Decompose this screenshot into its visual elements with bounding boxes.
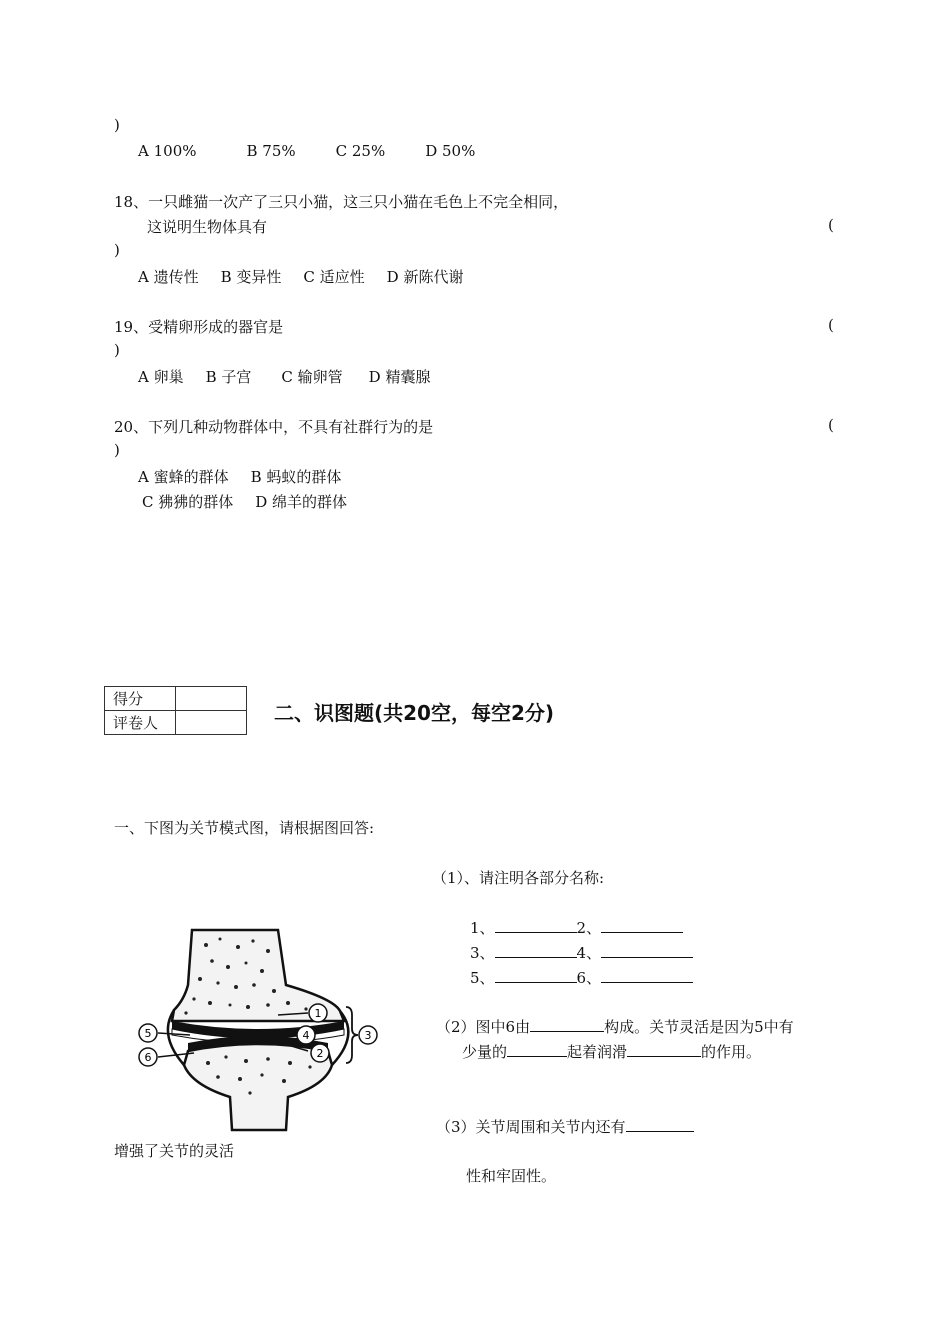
answer-blank-composition[interactable] — [530, 1017, 604, 1032]
q20-option-b: B 蚂蚁的群体 — [250, 468, 342, 486]
q19-stem: 19、受精卵形成的器官是 — [114, 318, 284, 336]
part2-text-b: 构成。关节灵活是因为5中有 — [604, 1018, 794, 1036]
answer-blank-3[interactable] — [495, 943, 577, 958]
score-label: 得分 — [105, 687, 176, 711]
answer-blank-2[interactable] — [601, 918, 683, 933]
answer-row-1-2 — [470, 917, 683, 938]
q17-option-c: C 25% — [335, 142, 386, 160]
score-field[interactable] — [176, 687, 247, 711]
label-2: 2、 — [576, 919, 602, 937]
part3-line2: 性和牢固性。 — [466, 1167, 557, 1185]
q18-option-d: D 新陈代谢 — [386, 268, 464, 286]
figure-label-4: 4 — [302, 1029, 310, 1042]
grader-label: 评卷人 — [105, 711, 176, 735]
diagram-question-intro: 一、下图为关节模式图，请根据图回答: — [114, 819, 375, 837]
figure-label-1: 1 — [314, 1007, 322, 1020]
label-circle-4 — [297, 1026, 315, 1044]
q20-stem: 20、下列几种动物群体中，不具有社群行为的是 — [114, 418, 434, 436]
q19-paren-open: ( — [828, 316, 834, 334]
q18-paren-open: ( — [828, 216, 834, 234]
q17-option-b: B 75% — [246, 142, 296, 160]
part2-text-d: 起着润滑 — [567, 1043, 628, 1061]
q20-paren-close: ) — [114, 441, 120, 459]
score-table — [104, 686, 247, 735]
label-circle-2 — [311, 1044, 329, 1062]
part2-text-c: 少量的 — [462, 1043, 508, 1061]
q18-stem-line1: 18、一只雌猫一次产了三只小猫，这三只小猫在毛色上不完全相同， — [114, 193, 569, 211]
lower-bone-outline — [184, 1044, 332, 1130]
label-4: 4、 — [576, 944, 602, 962]
section-title: 二、识图题(共20空，每空2分) — [274, 701, 555, 725]
part1-title: （1）、请注明各部分名称: — [432, 869, 605, 887]
label-5: 5、 — [470, 969, 495, 987]
q19-option-d: D 精囊腺 — [368, 368, 431, 386]
q20-options-row2 — [142, 491, 369, 512]
figure-label-5: 5 — [144, 1027, 152, 1040]
q20-option-a: A 蜜蜂的群体 — [138, 468, 229, 486]
part2-text-e: 的作用。 — [701, 1043, 762, 1061]
q18-option-a: A 遗传性 — [138, 268, 199, 286]
figure-label-6: 6 — [144, 1051, 152, 1064]
answer-blank-substance[interactable] — [507, 1042, 567, 1057]
joint-diagram — [128, 925, 388, 1135]
part3-text-a: （3）关节周围和关节内还有 — [436, 1118, 626, 1136]
q18-paren-close: ) — [114, 241, 120, 259]
q18-stem-line2: 这说明生物体具有 — [147, 218, 268, 236]
q20-paren-open: ( — [828, 416, 834, 434]
answer-blank-1[interactable] — [495, 918, 577, 933]
answer-blank-6[interactable] — [601, 968, 693, 983]
q19-options — [138, 366, 452, 387]
q20-options-row1 — [138, 466, 363, 487]
figure-label-2: 2 — [316, 1047, 324, 1060]
label-circle-5 — [139, 1024, 157, 1042]
part2-line2 — [462, 1041, 761, 1062]
answer-row-3-4 — [470, 942, 693, 963]
answer-blank-ligament[interactable] — [626, 1117, 694, 1132]
q17-option-a: A 100% — [138, 142, 197, 160]
q18-options — [138, 266, 485, 287]
label-6: 6、 — [576, 969, 602, 987]
answer-blank-4[interactable] — [601, 943, 693, 958]
q18-option-b: B 变异性 — [220, 268, 282, 286]
label-circle-3 — [359, 1026, 377, 1044]
part2-line1 — [436, 1016, 794, 1037]
label-3: 3、 — [470, 944, 495, 962]
label-1: 1、 — [470, 919, 495, 937]
q19-option-b: B 子宫 — [205, 368, 252, 386]
q17-options — [138, 142, 497, 160]
label-circle-6 — [139, 1048, 157, 1066]
part2-text-a: （2）图中6由 — [436, 1018, 531, 1036]
part3-line1 — [436, 1116, 694, 1137]
q17-option-d: D 50% — [425, 142, 476, 160]
q20-option-c: C 狒狒的群体 — [142, 493, 234, 511]
answer-blank-5[interactable] — [495, 968, 577, 983]
label-circle-1 — [309, 1004, 327, 1022]
left-caption: 增强了关节的灵活 — [114, 1142, 235, 1160]
figure-label-3: 3 — [364, 1029, 372, 1042]
q19-option-c: C 输卵管 — [281, 368, 343, 386]
q18-option-c: C 适应性 — [303, 268, 365, 286]
grader-field[interactable] — [176, 711, 247, 735]
answer-blank-lubricate[interactable] — [627, 1042, 701, 1057]
q19-paren-close: ) — [114, 341, 120, 359]
q20-option-d: D 绵羊的群体 — [255, 493, 348, 511]
answer-row-5-6 — [470, 967, 693, 988]
q19-option-a: A 卵巢 — [138, 368, 184, 386]
q17-paren-close: ) — [114, 116, 120, 134]
